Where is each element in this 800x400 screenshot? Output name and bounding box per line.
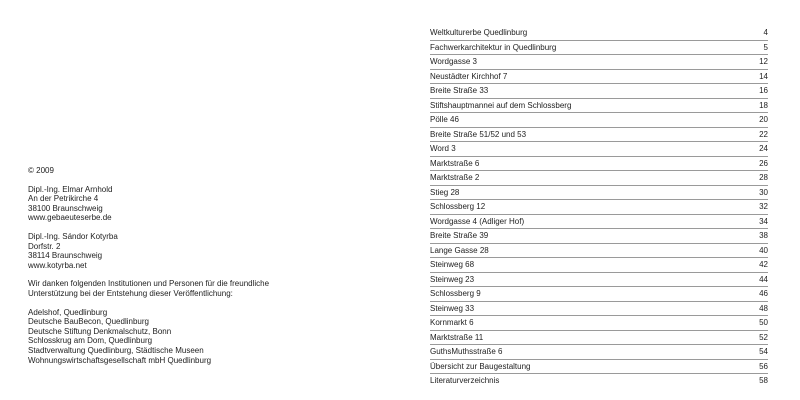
toc-page-number: 14 [759, 71, 768, 81]
toc-page-number: 56 [759, 361, 768, 371]
toc-row[interactable] [430, 258, 768, 273]
toc-title: Marktstraße 6 [430, 158, 480, 168]
toc-page-number: 4 [763, 28, 768, 37]
toc-title: Weltkulturerbe Quedlinburg [430, 28, 528, 37]
sponsor-item: Schlosskrug am Dom, Quedlinburg [28, 336, 153, 346]
toc-row[interactable] [430, 331, 768, 346]
sponsor-item: Deutsche Stiftung Denkmalschutz, Bonn [28, 326, 172, 336]
toc-page-number: 32 [759, 202, 768, 211]
table-of-contents [430, 26, 768, 388]
toc-page-number: 22 [759, 129, 768, 139]
toc-title: GuthsMuthsstraße 6 [430, 347, 503, 356]
toc-row[interactable] [430, 55, 768, 70]
toc-row[interactable] [430, 244, 768, 259]
author-1-street: An der Petrikirche 4 [28, 194, 99, 204]
toc-row[interactable] [430, 26, 768, 41]
toc-title: Breite Straße 39 [430, 231, 489, 240]
toc-row[interactable] [430, 200, 768, 215]
toc-page-number: 54 [759, 347, 768, 356]
toc-row[interactable] [430, 302, 768, 317]
sponsor-list [28, 308, 368, 366]
author-2-name: Dipl.-Ing. Sándor Kotyrba [28, 231, 118, 241]
toc-page-number: 52 [759, 332, 768, 342]
toc-page-number: 5 [763, 42, 768, 52]
toc-title: Breite Straße 51/52 und 53 [430, 129, 527, 139]
sponsor-item: Deutsche BauBecon, Quedlinburg [28, 317, 149, 327]
author-1-name: Dipl.-Ing. Elmar Arnhold [28, 184, 113, 194]
toc-row[interactable] [430, 345, 768, 360]
toc-row[interactable] [430, 360, 768, 375]
acknowledgement-text [28, 279, 368, 298]
toc-page-number: 18 [759, 100, 768, 110]
toc-title: Word 3 [430, 144, 456, 153]
author-2-address [28, 232, 368, 270]
toc-page-number: 20 [759, 115, 768, 124]
toc-title: Steinweg 68 [430, 260, 475, 269]
toc-title: Schlossberg 12 [430, 202, 486, 211]
author-1-city: 38100 Braunschweig [28, 203, 103, 213]
toc-page-number: 12 [759, 57, 768, 66]
toc-row[interactable] [430, 128, 768, 143]
toc-title: Fachwerkarchitektur in Quedlinburg [430, 42, 557, 52]
sponsor-item: Stadtverwaltung Quedlinburg, Städtische Museen [28, 345, 204, 355]
toc-page-number: 24 [759, 144, 768, 153]
toc-row[interactable] [430, 374, 768, 388]
sponsor-item: Wohnungswirtschaftsgesellschaft mbH Quedlinburg [28, 355, 212, 365]
toc-row[interactable] [430, 142, 768, 157]
toc-title: Wordgasse 4 (Adliger Hof) [430, 216, 525, 226]
toc-page-number: 42 [759, 260, 768, 269]
toc-page-number: 28 [759, 173, 768, 182]
sponsor-item: Adelshof, Quedlinburg [28, 307, 108, 317]
toc-row[interactable] [430, 99, 768, 114]
toc-page-number: 26 [759, 158, 768, 168]
toc-row[interactable] [430, 273, 768, 288]
toc-title: Lange Gasse 28 [430, 245, 489, 255]
toc-page-number: 40 [759, 245, 768, 255]
imprint [28, 166, 368, 365]
toc-title: Wordgasse 3 [430, 57, 477, 66]
toc-title: Marktstraße 2 [430, 173, 480, 182]
toc-page-number: 48 [759, 303, 768, 313]
toc-row[interactable] [430, 215, 768, 230]
author-1-website: www.gebaeuteserbe.de [28, 213, 112, 223]
toc-title: Stieg 28 [430, 187, 460, 197]
toc-row[interactable] [430, 84, 768, 99]
toc-title: Kornmarkt 6 [430, 318, 474, 327]
toc-title: Steinweg 23 [430, 274, 475, 284]
toc-page-number: 58 [759, 376, 768, 385]
toc-title: Pölle 46 [430, 115, 459, 124]
toc-row[interactable] [430, 157, 768, 172]
toc-row[interactable] [430, 186, 768, 201]
toc-title: Übersicht zur Baugestaltung [430, 361, 531, 371]
toc-row[interactable] [430, 41, 768, 56]
toc-title: Schlossberg 9 [430, 289, 481, 298]
author-2-city: 38114 Braunschweig [28, 251, 103, 261]
toc-row[interactable] [430, 316, 768, 331]
toc-page-number: 34 [759, 216, 768, 226]
acknowledgement-line: Unterstützung bei der Entstehung dieser Veröffentlichung: [28, 288, 233, 298]
author-1-address [28, 185, 368, 223]
toc-row[interactable] [430, 287, 768, 302]
author-2-website: www.kotyrba.net [28, 260, 87, 270]
toc-title: Steinweg 33 [430, 303, 475, 313]
toc-title: Neustädter Kirchhof 7 [430, 71, 508, 81]
toc-title: Literaturverzeichnis [430, 376, 500, 385]
toc-title: Marktstraße 11 [430, 332, 484, 342]
toc-row[interactable] [430, 70, 768, 85]
toc-page-number: 50 [759, 318, 768, 327]
right-page [400, 0, 800, 400]
toc-title: Breite Straße 33 [430, 86, 489, 95]
toc-page-number: 38 [759, 231, 768, 240]
toc-page-number: 16 [759, 86, 768, 95]
toc-row[interactable] [430, 171, 768, 186]
toc-row[interactable] [430, 113, 768, 128]
toc-title: Stiftshauptmannei auf dem Schlossberg [430, 100, 572, 110]
toc-row[interactable] [430, 229, 768, 244]
copyright-notice: © 2009 [28, 166, 54, 175]
toc-page-number: 30 [759, 187, 768, 197]
author-2-street: Dorfstr. 2 [28, 241, 61, 251]
toc-page-number: 44 [759, 274, 768, 284]
toc-page-number: 46 [759, 289, 768, 298]
acknowledgement-line: Wir danken folgenden Institutionen und Personen für die freundliche [28, 279, 270, 289]
